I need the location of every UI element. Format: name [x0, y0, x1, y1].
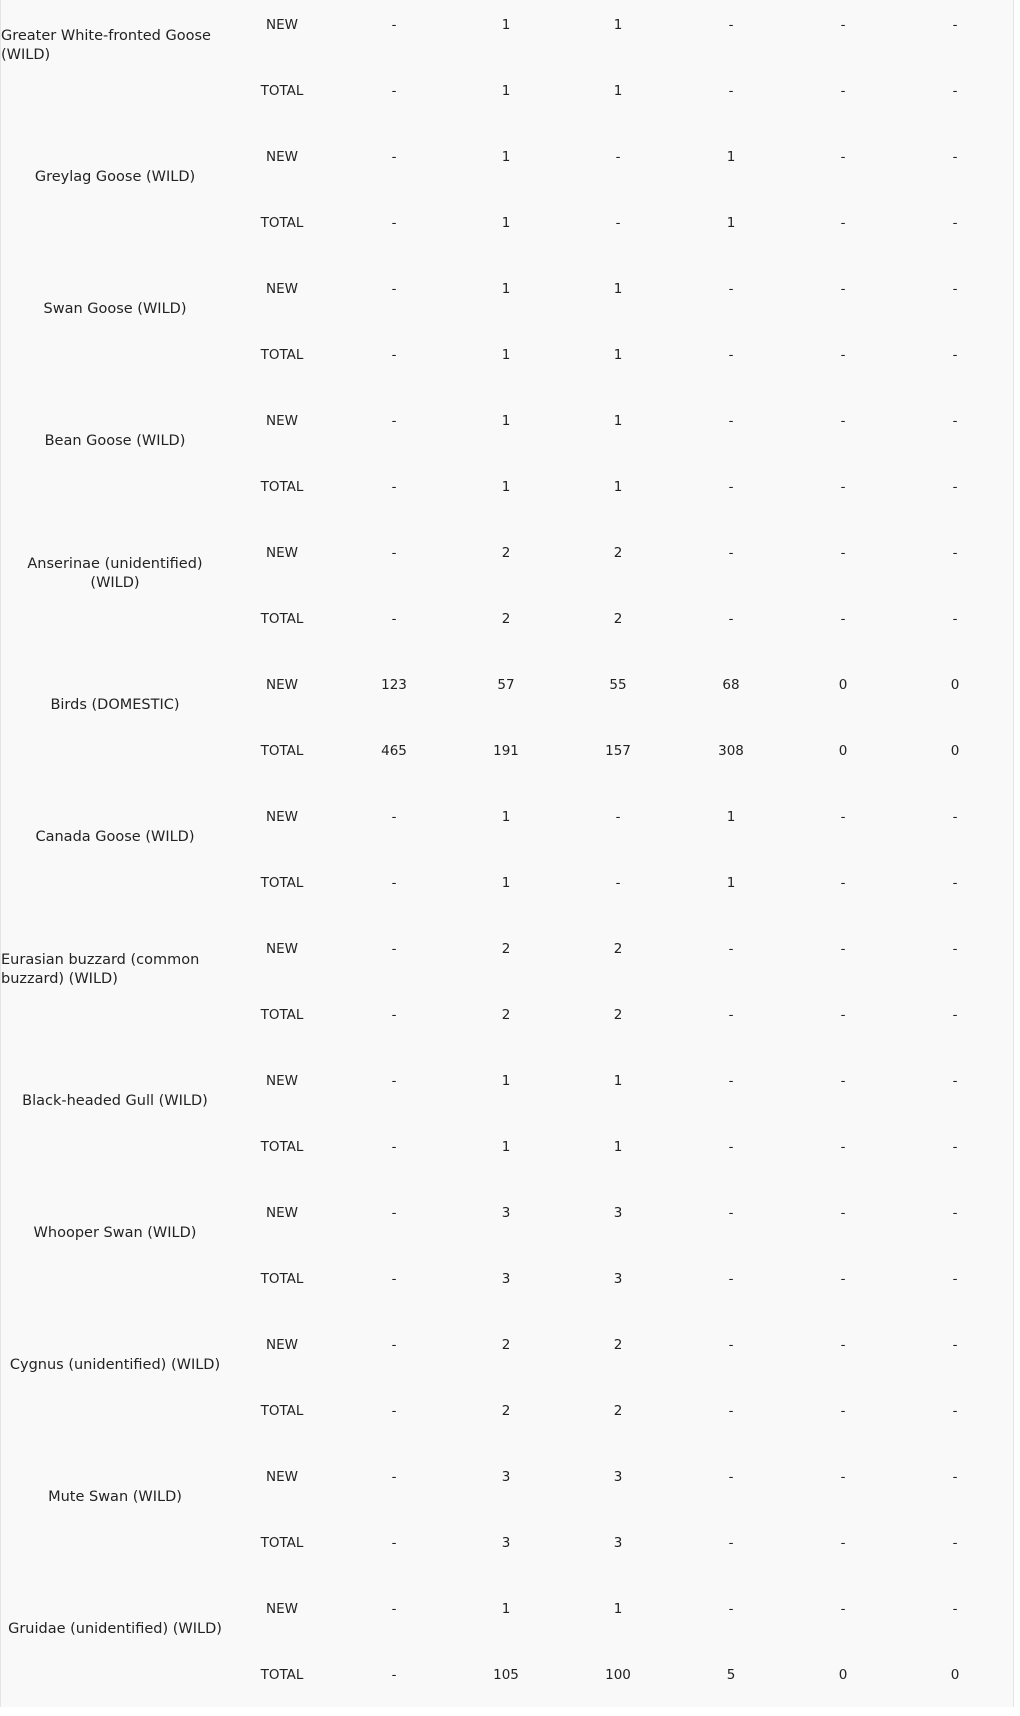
count-cell: 465	[381, 743, 407, 759]
count-cell: 1	[501, 1601, 511, 1617]
species-name: Black-headed Gull (WILD)	[22, 1093, 208, 1109]
count-cell: -	[728, 17, 734, 33]
total-count-row	[1, 608, 1015, 630]
new-row-label: NEW	[266, 545, 298, 561]
count-cell: -	[391, 413, 397, 429]
count-cell: -	[952, 1139, 958, 1155]
count-cell: -	[952, 1601, 958, 1617]
count-cell: 2	[501, 1403, 511, 1419]
count-cell: 2	[613, 941, 623, 957]
count-cell: -	[391, 545, 397, 561]
total-row-label: TOTAL	[260, 83, 304, 99]
count-cell: -	[840, 149, 846, 165]
count-cell: 1	[501, 347, 511, 363]
count-cell: 57	[497, 677, 515, 693]
species-name: Mute Swan (WILD)	[48, 1489, 182, 1505]
count-cell: -	[952, 1205, 958, 1221]
total-count-row	[1, 344, 1015, 366]
count-cell: 3	[501, 1205, 511, 1221]
count-cell: 3	[613, 1205, 623, 1221]
count-cell: 0	[838, 677, 848, 693]
total-row-label: TOTAL	[260, 1535, 304, 1551]
count-cell: 1	[726, 875, 736, 891]
count-cell: -	[840, 875, 846, 891]
count-cell: 3	[501, 1535, 511, 1551]
total-count-row	[1, 1400, 1015, 1422]
count-cell: -	[952, 479, 958, 495]
count-cell: 2	[501, 941, 511, 957]
count-cell: 3	[501, 1271, 511, 1287]
species-name: Swan Goose (WILD)	[43, 301, 187, 317]
species-name: Eurasian buzzard (common buzzard) (WILD)	[1, 951, 200, 987]
count-cell: -	[728, 1073, 734, 1089]
count-cell: -	[952, 413, 958, 429]
count-cell: -	[952, 1337, 958, 1353]
count-cell: -	[952, 17, 958, 33]
count-cell: 2	[613, 1337, 623, 1353]
count-cell: 2	[501, 1337, 511, 1353]
count-cell: -	[391, 281, 397, 297]
count-cell: -	[952, 611, 958, 627]
count-cell: -	[391, 1139, 397, 1155]
count-cell: -	[952, 215, 958, 231]
count-cell: -	[615, 809, 621, 825]
count-cell: -	[952, 1469, 958, 1485]
count-cell: 2	[613, 1403, 623, 1419]
total-row-label: TOTAL	[260, 875, 304, 891]
species-group	[1, 1452, 1013, 1584]
new-count-row	[1, 674, 1015, 696]
count-cell: 105	[493, 1667, 519, 1683]
count-cell: -	[952, 1007, 958, 1023]
new-row-label: NEW	[266, 1205, 298, 1221]
count-cell: 1	[501, 83, 511, 99]
count-cell: 100	[605, 1667, 631, 1683]
count-cell: 1	[501, 875, 511, 891]
species-group	[1, 924, 1013, 1056]
count-cell: -	[728, 83, 734, 99]
new-row-label: NEW	[266, 941, 298, 957]
count-cell: -	[840, 1535, 846, 1551]
new-count-row	[1, 938, 1015, 960]
count-cell: -	[391, 1403, 397, 1419]
count-cell: -	[952, 149, 958, 165]
new-count-row	[1, 14, 1015, 36]
count-cell: -	[840, 611, 846, 627]
count-cell: -	[728, 1337, 734, 1353]
count-cell: -	[840, 809, 846, 825]
count-cell: 1	[501, 215, 511, 231]
count-cell: 1	[726, 809, 736, 825]
total-count-row	[1, 1664, 1015, 1686]
new-row-label: NEW	[266, 1073, 298, 1089]
count-cell: -	[840, 479, 846, 495]
count-cell: -	[728, 1007, 734, 1023]
count-cell: -	[615, 875, 621, 891]
count-cell: 1	[613, 281, 623, 297]
count-cell: -	[952, 1535, 958, 1551]
count-cell: -	[391, 875, 397, 891]
count-cell: -	[391, 1271, 397, 1287]
count-cell: 1	[726, 149, 736, 165]
count-cell: -	[952, 545, 958, 561]
count-cell: -	[952, 281, 958, 297]
count-cell: 157	[605, 743, 631, 759]
total-row-label: TOTAL	[260, 743, 304, 759]
count-cell: 1	[613, 83, 623, 99]
count-cell: -	[728, 1205, 734, 1221]
count-cell: 1	[501, 413, 511, 429]
new-row-label: NEW	[266, 1469, 298, 1485]
total-count-row	[1, 872, 1015, 894]
count-cell: -	[840, 413, 846, 429]
count-cell: 0	[950, 1667, 960, 1683]
count-cell: 1	[726, 215, 736, 231]
count-cell: 191	[493, 743, 519, 759]
count-cell: 0	[950, 743, 960, 759]
new-count-row	[1, 1334, 1015, 1356]
new-row-label: NEW	[266, 1337, 298, 1353]
count-cell: 1	[613, 479, 623, 495]
count-cell: 2	[613, 545, 623, 561]
new-count-row	[1, 146, 1015, 168]
count-cell: -	[952, 1271, 958, 1287]
count-cell: 0	[950, 677, 960, 693]
count-cell: 2	[501, 611, 511, 627]
count-cell: -	[952, 83, 958, 99]
count-cell: -	[391, 1337, 397, 1353]
total-row-label: TOTAL	[260, 611, 304, 627]
count-cell: -	[391, 1667, 397, 1683]
count-cell: -	[728, 479, 734, 495]
count-cell: 55	[609, 677, 627, 693]
count-cell: 1	[613, 347, 623, 363]
count-cell: -	[840, 1337, 846, 1353]
species-group	[1, 396, 1013, 528]
species-groups	[1, 0, 1013, 1716]
total-row-label: TOTAL	[260, 1007, 304, 1023]
new-count-row	[1, 1466, 1015, 1488]
count-cell: 1	[501, 1073, 511, 1089]
count-cell: -	[391, 1073, 397, 1089]
count-cell: -	[952, 809, 958, 825]
count-cell: -	[840, 1073, 846, 1089]
count-cell: -	[840, 215, 846, 231]
total-row-label: TOTAL	[260, 1139, 304, 1155]
count-cell: -	[391, 809, 397, 825]
count-cell: 1	[501, 149, 511, 165]
species-group	[1, 1584, 1013, 1716]
count-cell: -	[391, 1535, 397, 1551]
new-count-row	[1, 542, 1015, 564]
species-group	[1, 0, 1013, 132]
new-row-label: NEW	[266, 1601, 298, 1617]
new-count-row	[1, 1202, 1015, 1224]
species-name: Greater White-fronted Goose (WILD)	[1, 27, 211, 63]
count-cell: -	[391, 1007, 397, 1023]
new-count-row	[1, 410, 1015, 432]
count-cell: -	[728, 281, 734, 297]
count-cell: -	[952, 941, 958, 957]
total-row-label: TOTAL	[260, 1403, 304, 1419]
count-cell: 2	[613, 1007, 623, 1023]
total-count-row	[1, 1268, 1015, 1290]
species-name: Gruidae (unidentified) (WILD)	[8, 1621, 222, 1637]
total-row-label: TOTAL	[260, 1667, 304, 1683]
total-count-row	[1, 1532, 1015, 1554]
count-cell: 1	[613, 1601, 623, 1617]
count-cell: -	[391, 479, 397, 495]
count-cell: -	[840, 545, 846, 561]
new-count-row	[1, 806, 1015, 828]
species-group	[1, 132, 1013, 264]
count-cell: 1	[613, 413, 623, 429]
count-cell: -	[728, 1535, 734, 1551]
count-cell: 2	[613, 611, 623, 627]
count-cell: -	[840, 1601, 846, 1617]
count-cell: -	[615, 215, 621, 231]
count-cell: -	[391, 1205, 397, 1221]
count-cell: -	[840, 83, 846, 99]
count-cell: 0	[838, 743, 848, 759]
new-row-label: NEW	[266, 17, 298, 33]
species-group	[1, 792, 1013, 924]
count-cell: 1	[501, 1139, 511, 1155]
count-cell: -	[391, 611, 397, 627]
species-name: Birds (DOMESTIC)	[50, 697, 180, 713]
species-name: Anserinae (unidentified) (WILD)	[27, 555, 203, 591]
count-cell: -	[728, 1139, 734, 1155]
total-count-row	[1, 80, 1015, 102]
new-row-label: NEW	[266, 677, 298, 693]
count-cell: 3	[501, 1469, 511, 1485]
count-cell: -	[728, 1469, 734, 1485]
total-row-label: TOTAL	[260, 347, 304, 363]
count-cell: 5	[726, 1667, 736, 1683]
count-cell: -	[728, 611, 734, 627]
count-cell: -	[952, 347, 958, 363]
species-group	[1, 264, 1013, 396]
count-cell: -	[840, 1469, 846, 1485]
count-cell: -	[391, 83, 397, 99]
new-row-label: NEW	[266, 281, 298, 297]
total-row-label: TOTAL	[260, 215, 304, 231]
count-cell: 3	[613, 1271, 623, 1287]
count-cell: -	[391, 17, 397, 33]
species-name: Cygnus (unidentified) (WILD)	[9, 1357, 221, 1373]
count-cell: 3	[613, 1469, 623, 1485]
count-cell: 3	[613, 1535, 623, 1551]
new-row-label: NEW	[266, 149, 298, 165]
count-cell: -	[952, 875, 958, 891]
total-count-row	[1, 476, 1015, 498]
count-cell: 308	[718, 743, 744, 759]
count-cell: -	[728, 413, 734, 429]
count-cell: -	[840, 1007, 846, 1023]
count-cell: 123	[381, 677, 407, 693]
total-row-label: TOTAL	[260, 1271, 304, 1287]
species-name: Greylag Goose (WILD)	[34, 169, 196, 185]
count-cell: -	[728, 347, 734, 363]
count-cell: 1	[613, 1139, 623, 1155]
species-name: Canada Goose (WILD)	[35, 829, 195, 845]
species-group	[1, 1056, 1013, 1188]
count-cell: -	[391, 941, 397, 957]
count-cell: 2	[501, 1007, 511, 1023]
total-count-row	[1, 212, 1015, 234]
count-cell: -	[840, 1403, 846, 1419]
count-cell: -	[840, 1205, 846, 1221]
count-cell: -	[728, 1271, 734, 1287]
count-cell: 1	[501, 809, 511, 825]
species-group	[1, 660, 1013, 792]
count-cell: -	[615, 149, 621, 165]
count-cell: -	[391, 215, 397, 231]
count-cell: 0	[838, 1667, 848, 1683]
count-cell: -	[391, 149, 397, 165]
count-cell: -	[840, 281, 846, 297]
species-name: Bean Goose (WILD)	[44, 433, 186, 449]
new-count-row	[1, 1598, 1015, 1620]
count-cell: 1	[501, 281, 511, 297]
count-cell: -	[952, 1073, 958, 1089]
species-group	[1, 1188, 1013, 1320]
new-row-label: NEW	[266, 809, 298, 825]
species-group	[1, 528, 1013, 660]
count-cell: -	[840, 941, 846, 957]
count-cell: -	[728, 1403, 734, 1419]
new-row-label: NEW	[266, 413, 298, 429]
count-cell: 1	[501, 479, 511, 495]
count-cell: -	[840, 347, 846, 363]
new-count-row	[1, 1070, 1015, 1092]
count-cell: 1	[613, 17, 623, 33]
total-row-label: TOTAL	[260, 479, 304, 495]
count-cell: -	[391, 1469, 397, 1485]
species-group	[1, 1320, 1013, 1452]
count-cell: -	[840, 1139, 846, 1155]
total-count-row	[1, 1004, 1015, 1026]
count-cell: -	[728, 1601, 734, 1617]
count-cell: -	[391, 347, 397, 363]
count-cell: -	[952, 1403, 958, 1419]
count-cell: -	[391, 1601, 397, 1617]
count-cell: -	[728, 941, 734, 957]
count-cell: -	[840, 1271, 846, 1287]
count-cell: 1	[501, 17, 511, 33]
new-count-row	[1, 278, 1015, 300]
count-cell: -	[728, 545, 734, 561]
total-count-row	[1, 1136, 1015, 1158]
total-count-row	[1, 740, 1015, 762]
count-cell: 2	[501, 545, 511, 561]
count-cell: 68	[722, 677, 740, 693]
count-cell: -	[840, 17, 846, 33]
species-name: Whooper Swan (WILD)	[33, 1225, 197, 1241]
count-cell: 1	[613, 1073, 623, 1089]
